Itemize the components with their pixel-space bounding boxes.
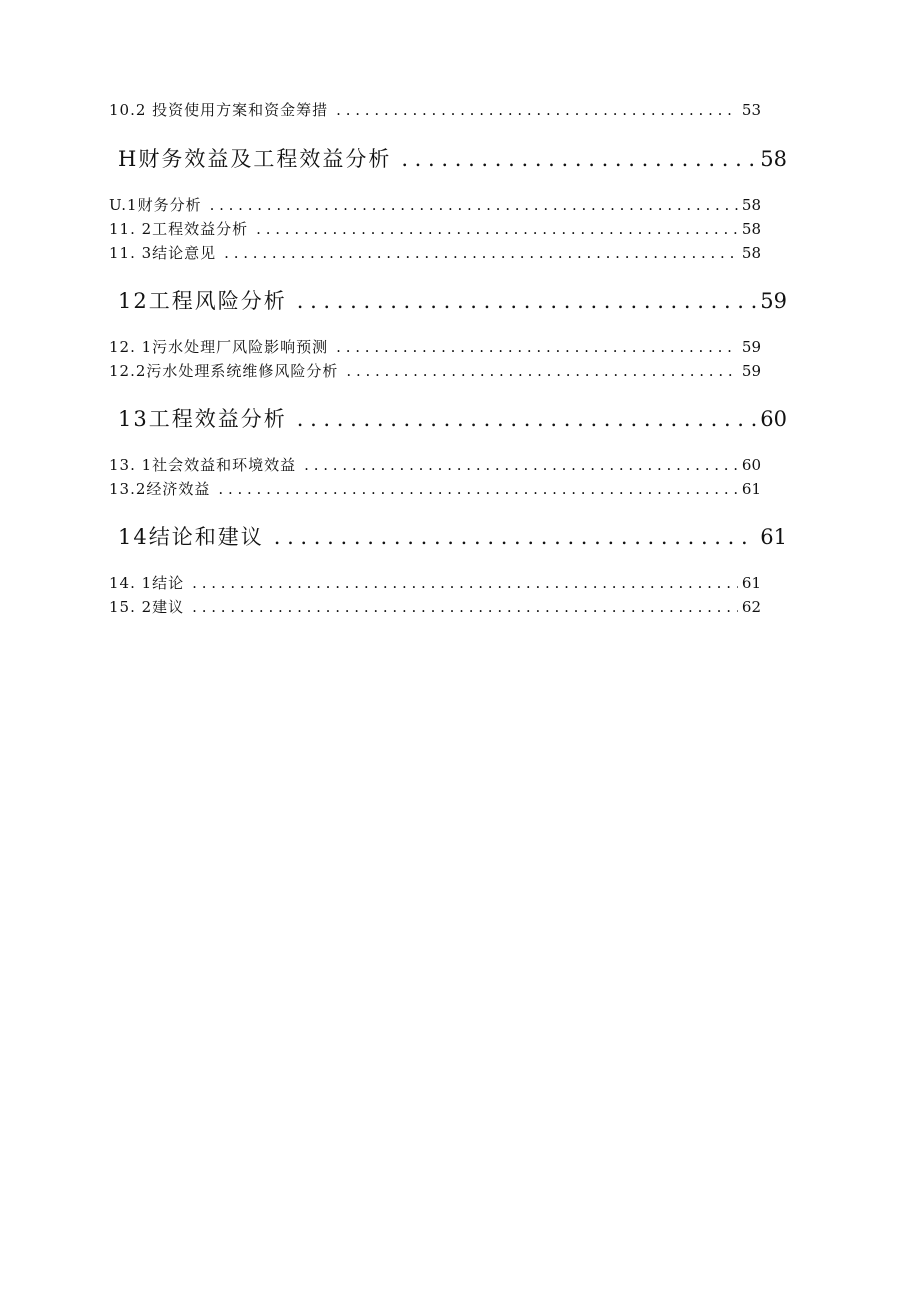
toc-entry-label: 11. 2工程效益分析 [109, 220, 249, 238]
toc-entry-page: 59 [741, 338, 761, 356]
toc-entry-14-1[interactable] [109, 573, 761, 593]
toc-entry-page: 58 [741, 220, 761, 238]
toc-chapter-page: 58 [760, 147, 787, 171]
toc-entry-label: 13. 1社会效益和环境效益 [109, 456, 297, 474]
toc-entry-label: 11. 3结论意见 [109, 244, 217, 262]
toc-chapter-label: 14结论和建议 [118, 525, 264, 549]
toc-entry-11-1[interactable] [109, 195, 761, 215]
toc-entry-label: 10.2 投资使用方案和资金筹措 [109, 101, 329, 119]
toc-leader-dots [192, 573, 738, 593]
toc-leader-dots [274, 523, 757, 551]
toc-entry-11-2[interactable] [109, 219, 761, 239]
toc-entry-page: 58 [741, 196, 761, 214]
toc-entry-label: U.1财务分析 [109, 196, 202, 214]
toc-entry-label: 15. 2建议 [109, 598, 185, 616]
toc-entry-11-3[interactable] [109, 243, 761, 263]
toc-entry-13-1[interactable] [109, 455, 761, 475]
toc-entry-label: 14. 1结论 [109, 574, 185, 592]
toc-entry-page: 53 [741, 101, 761, 119]
toc-entry-page: 61 [741, 480, 761, 498]
toc-chapter-12[interactable] [118, 287, 787, 315]
toc-leader-dots [401, 145, 756, 173]
toc-entry-label: 12. 1污水处理厂风险影响预测 [109, 338, 329, 356]
toc-leader-dots [336, 337, 738, 357]
toc-leader-dots [192, 597, 738, 617]
toc-chapter-13[interactable] [118, 405, 787, 433]
toc-leader-dots [336, 100, 738, 120]
toc-entry-page: 58 [741, 244, 761, 262]
toc-leader-dots [210, 195, 738, 215]
toc-chapter-label: 13工程效益分析 [118, 407, 287, 431]
toc-entry-page: 60 [741, 456, 761, 474]
toc-entry-12-1[interactable] [109, 337, 761, 357]
toc-chapter-14[interactable] [118, 523, 787, 551]
toc-entry-page: 62 [741, 598, 761, 616]
toc-entry-label: 12.2污水处理系统维修风险分析 [109, 362, 339, 380]
toc-leader-dots [297, 287, 757, 315]
toc-leader-dots [346, 361, 738, 381]
toc-leader-dots [218, 479, 738, 499]
toc-chapter-page: 60 [760, 407, 787, 431]
toc-chapter-page: 59 [760, 289, 787, 313]
toc-leader-dots [224, 243, 738, 263]
toc-chapter-label: 12工程风险分析 [118, 289, 287, 313]
toc-entry-10-2[interactable] [109, 100, 761, 120]
toc-leader-dots [256, 219, 738, 239]
toc-entry-label: 13.2经济效益 [109, 480, 211, 498]
toc-chapter-label: H财务效益及工程效益分析 [118, 147, 392, 171]
toc-chapter-page: 61 [760, 525, 787, 549]
toc-entry-page: 61 [741, 574, 761, 592]
toc-entry-15-2[interactable] [109, 597, 761, 617]
toc-chapter-11[interactable] [118, 145, 787, 173]
toc-leader-dots [304, 455, 738, 475]
toc-entry-page: 59 [741, 362, 761, 380]
toc-leader-dots [297, 405, 757, 433]
toc-entry-13-2[interactable] [109, 479, 761, 499]
toc-entry-12-2[interactable] [109, 361, 761, 381]
